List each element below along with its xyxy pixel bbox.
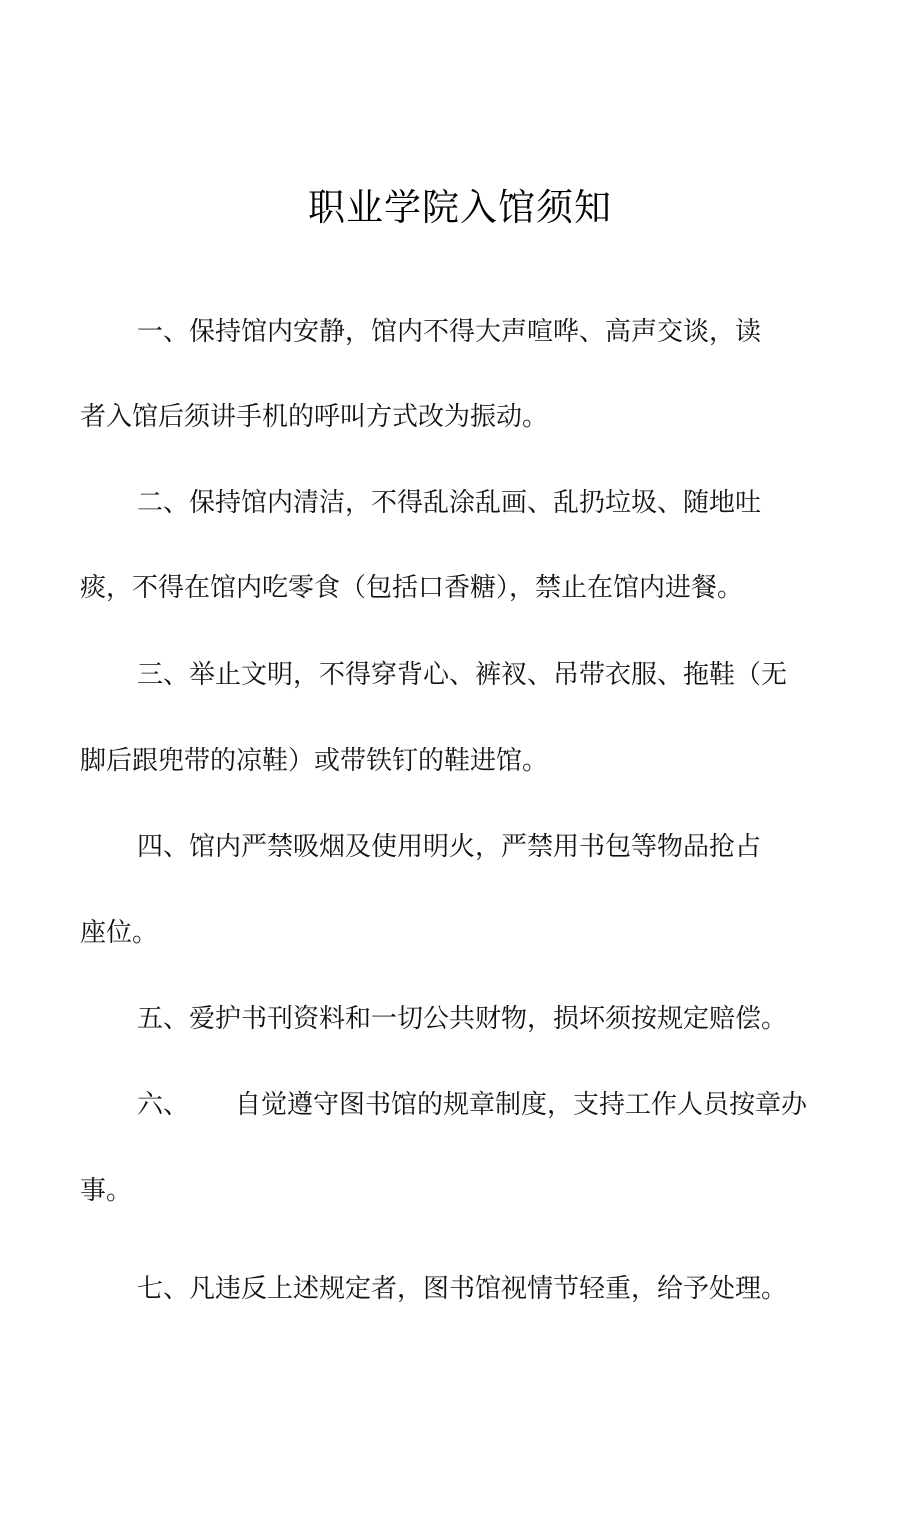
rule-6-number: 六、 xyxy=(137,1090,190,1120)
rule-5-line-1: 五、爱护书刊资料和一切公共财物，损坏须按规定赔偿。 xyxy=(137,1004,788,1034)
page-title: 职业学院入馆须知 xyxy=(308,186,612,229)
rule-2-line-1: 二、保持馆内清洁，不得乱涂乱画、乱扔垃圾、随地吐 xyxy=(137,488,762,518)
rule-1-line-2: 者入馆后须讲手机的呼叫方式改为振动。 xyxy=(80,402,549,432)
rule-1-line-1: 一、保持馆内安静，馆内不得大声喧哗、高声交谈，读 xyxy=(137,317,762,347)
rule-6-line-1 xyxy=(137,1085,807,1125)
rule-7-line-1: 七、凡违反上述规定者，图书馆视情节轻重，给予处理。 xyxy=(137,1274,788,1304)
rule-2-line-2: 痰，不得在馆内吃零食（包括口香糖），禁止在馆内进餐。 xyxy=(80,573,744,603)
rule-4-line-1: 四、馆内严禁吸烟及使用明火，严禁用书包等物品抢占 xyxy=(137,832,762,862)
rule-3-line-2: 脚后跟兜带的凉鞋）或带铁钉的鞋进馆。 xyxy=(80,746,549,776)
rule-4-line-2: 座位。 xyxy=(80,918,159,948)
rule-6-line-2: 事。 xyxy=(80,1176,133,1206)
rule-6-text: 自觉遵守图书馆的规章制度，支持工作人员按章办 xyxy=(235,1090,808,1120)
rule-3-line-1: 三、举止文明，不得穿背心、裤衩、吊带衣服、拖鞋（无 xyxy=(137,660,788,690)
